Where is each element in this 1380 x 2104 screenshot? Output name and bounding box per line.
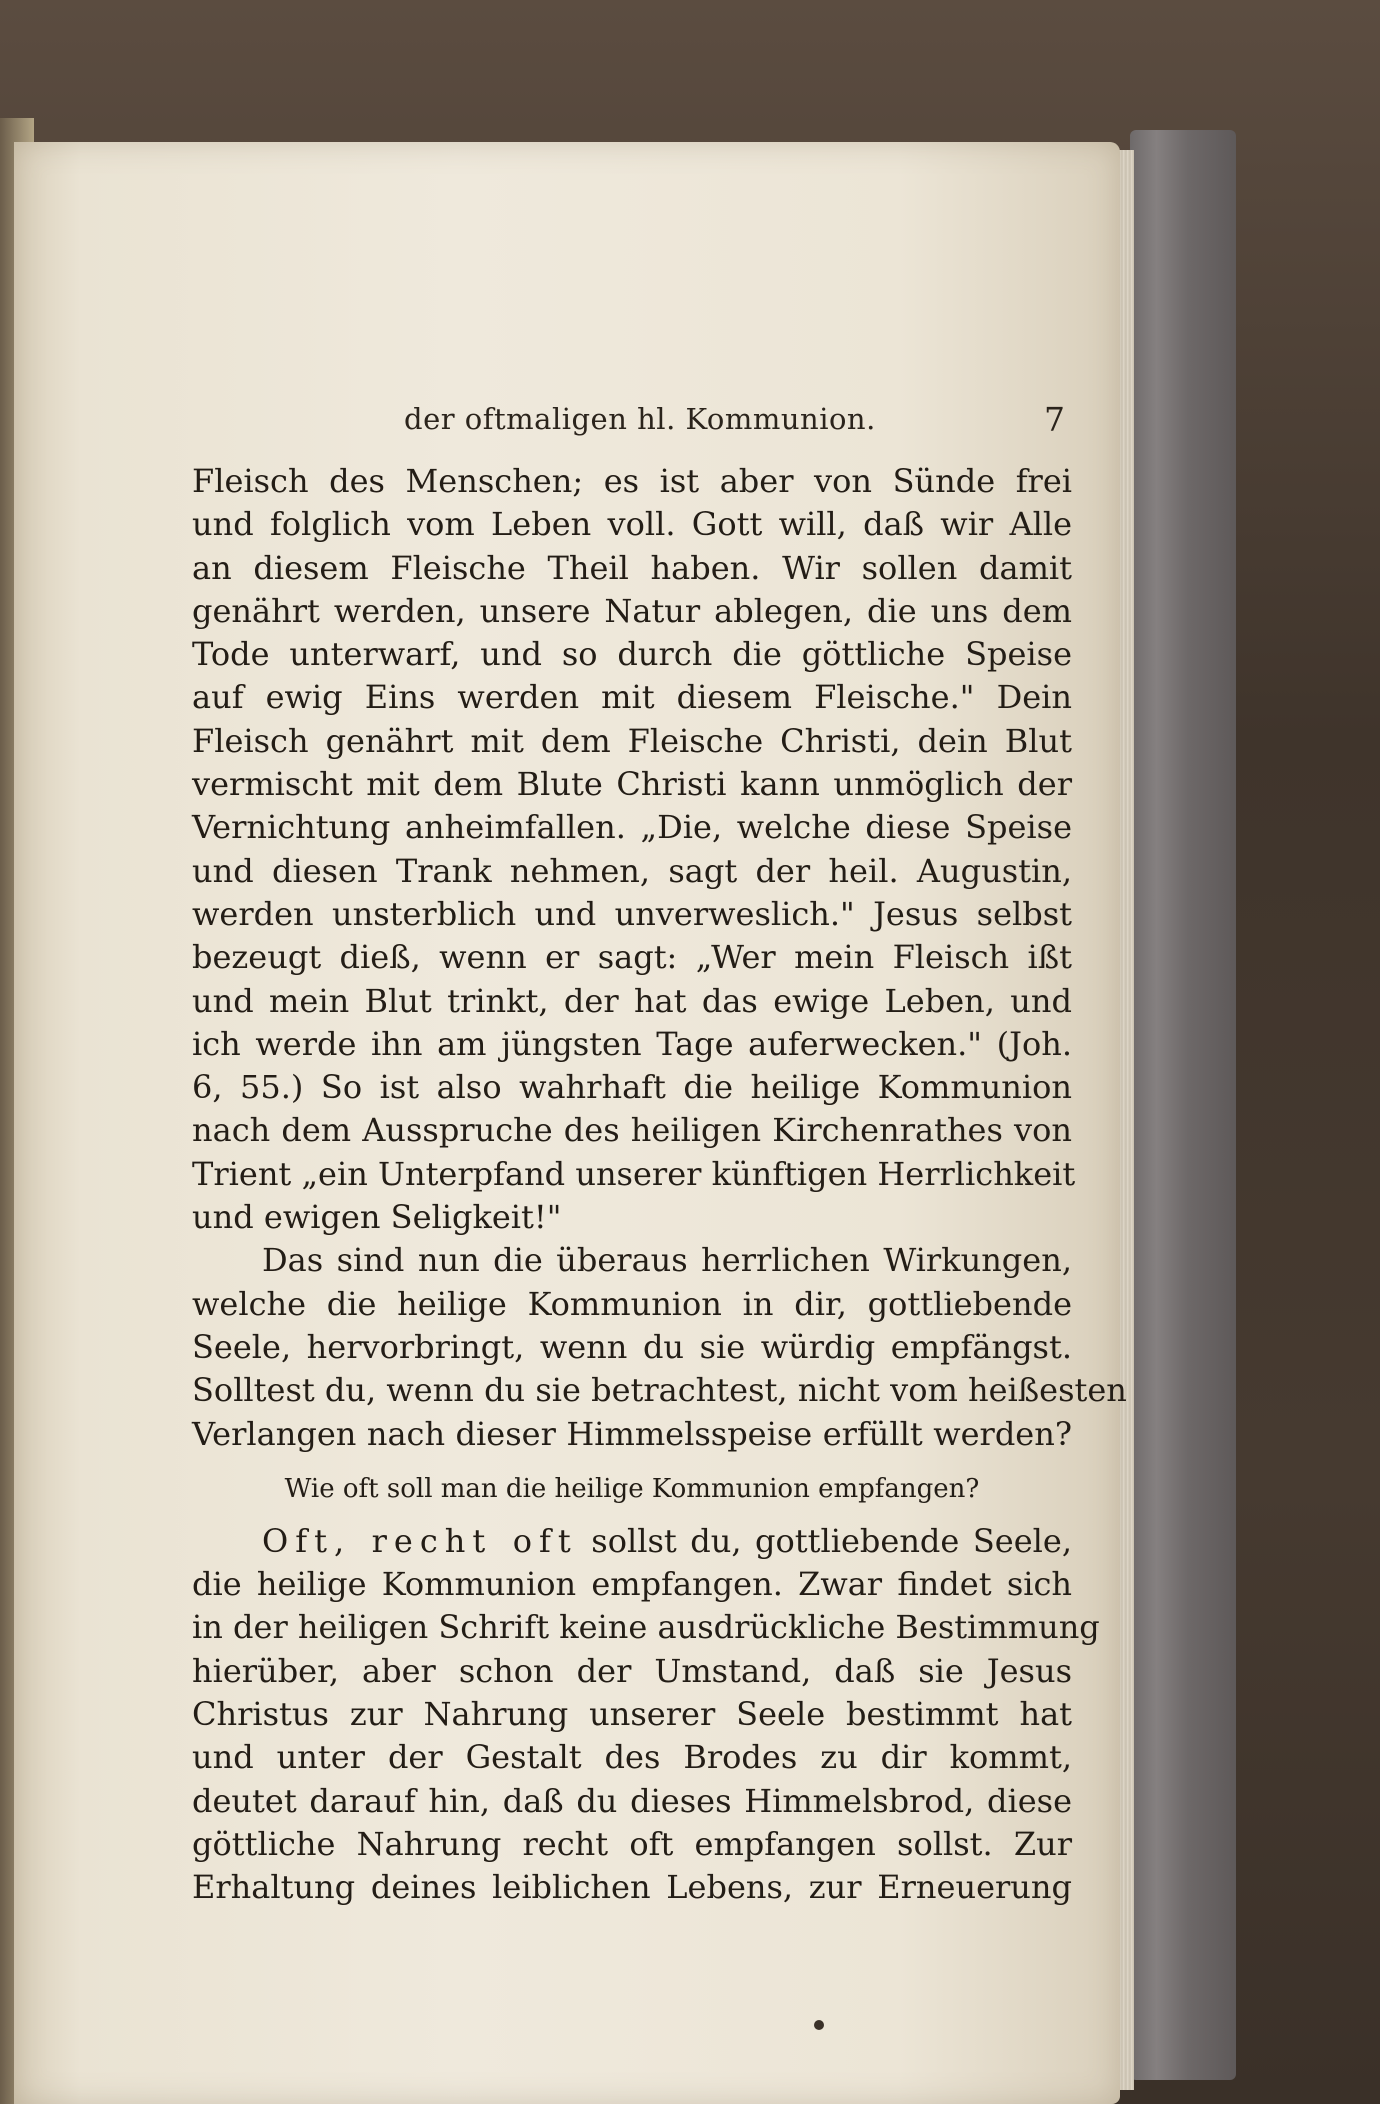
text-line: in der heiligen Schrift keine ausdrückliche Bestimmung [192,1608,1100,1647]
text-line: an diesem Fleische Theil haben. Wir sollen damit [192,548,1072,587]
text-line: und ewigen Seligkeit!" [192,1198,562,1237]
text-line: Trient „ein Unterpfand unserer künftigen Herrlichkeit [192,1154,1076,1193]
text-line: genährt werden, unsere Natur ablegen, die uns dem [192,591,1072,630]
running-head-title: der oftmaligen hl. Kommunion. [404,402,876,436]
text-line: welche die heilige Kommunion in dir, gottliebende [192,1284,1072,1323]
text-line: 6, 55.) So ist also wahrhaft die heilige Kommunion [192,1068,1072,1107]
text-fragment: sollst du, gottliebende Seele, [591,1521,1073,1560]
text-line: ich werde ihn am jüngsten Tage auferwecken." (Joh. [192,1024,1072,1063]
text-line: auf ewig Eins werden mit diesem Fleische." Dein [192,678,1072,717]
book-page [14,142,1127,2104]
text-line: und diesen Trank nehmen, sagt der heil. Augustin, [192,851,1072,890]
ink-dot [814,2020,824,2030]
section-heading: Wie oft soll man die heilige Kommunion empfangen? [284,1473,980,1504]
text-line: und mein Blut trinkt, der hat das ewige Leben, und [192,981,1072,1020]
text-line: und unter der Gestalt des Brodes zu dir kommt, [192,1738,1072,1777]
text-line: göttliche Nahrung recht oft empfangen sollst. Zur [192,1824,1072,1863]
text-line: Erhaltung deines leiblichen Lebens, zur Erneuerung [192,1868,1072,1907]
running-head [14,400,1124,440]
text-line: die heilige Kommunion empfangen. Zwar findet sich [192,1565,1072,1604]
text-line: Tode unterwarf, und so durch die göttliche Speise [192,635,1072,674]
text-line: hierüber, aber schon der Umstand, daß sie Jesus [192,1651,1072,1690]
text-line: Das sind nun die überaus herrlichen Wirkungen, [262,1241,1072,1280]
text-line: vermischt mit dem Blute Christi kann unmöglich der [192,765,1072,804]
page-number: 7 [1044,400,1065,439]
text-line: werden unsterblich und unverweslich." Jesus selbst [192,894,1072,933]
text-line: Seele, hervorbringt, wenn du sie würdig empfängst. [192,1327,1072,1366]
text-line: Vernichtung anheimfallen. „Die, welche diese Speise [192,808,1072,847]
body-text [192,460,1127,1910]
text-line: nach dem Ausspruche des heiligen Kirchenrathes von [192,1111,1072,1150]
book-binding [1130,130,1236,2080]
text-line: Fleisch genährt mit dem Fleische Christi, dein Blut [192,721,1072,760]
text-line [192,1520,1072,1563]
text-line: und folglich vom Leben voll. Gott will, daß wir Alle [192,505,1072,544]
text-line: Fleisch des Menschen; es ist aber von Sünde frei [192,462,1072,500]
text-line: Verlangen nach dieser Himmelsspeise erfüllt werden? [192,1414,1072,1453]
text-line: bezeugt dieß, wenn er sagt: „Wer mein Fleisch ißt [192,938,1072,977]
emphasized-lead: Oft, recht oft [262,1521,578,1560]
text-line: Christus zur Nahrung unserer Seele bestimmt hat [192,1695,1072,1734]
text-line: Solltest du, wenn du sie betrachtest, nicht vom heißesten [192,1371,1127,1410]
text-line: deutet darauf hin, daß du dieses Himmelsbrod, diese [192,1781,1072,1820]
